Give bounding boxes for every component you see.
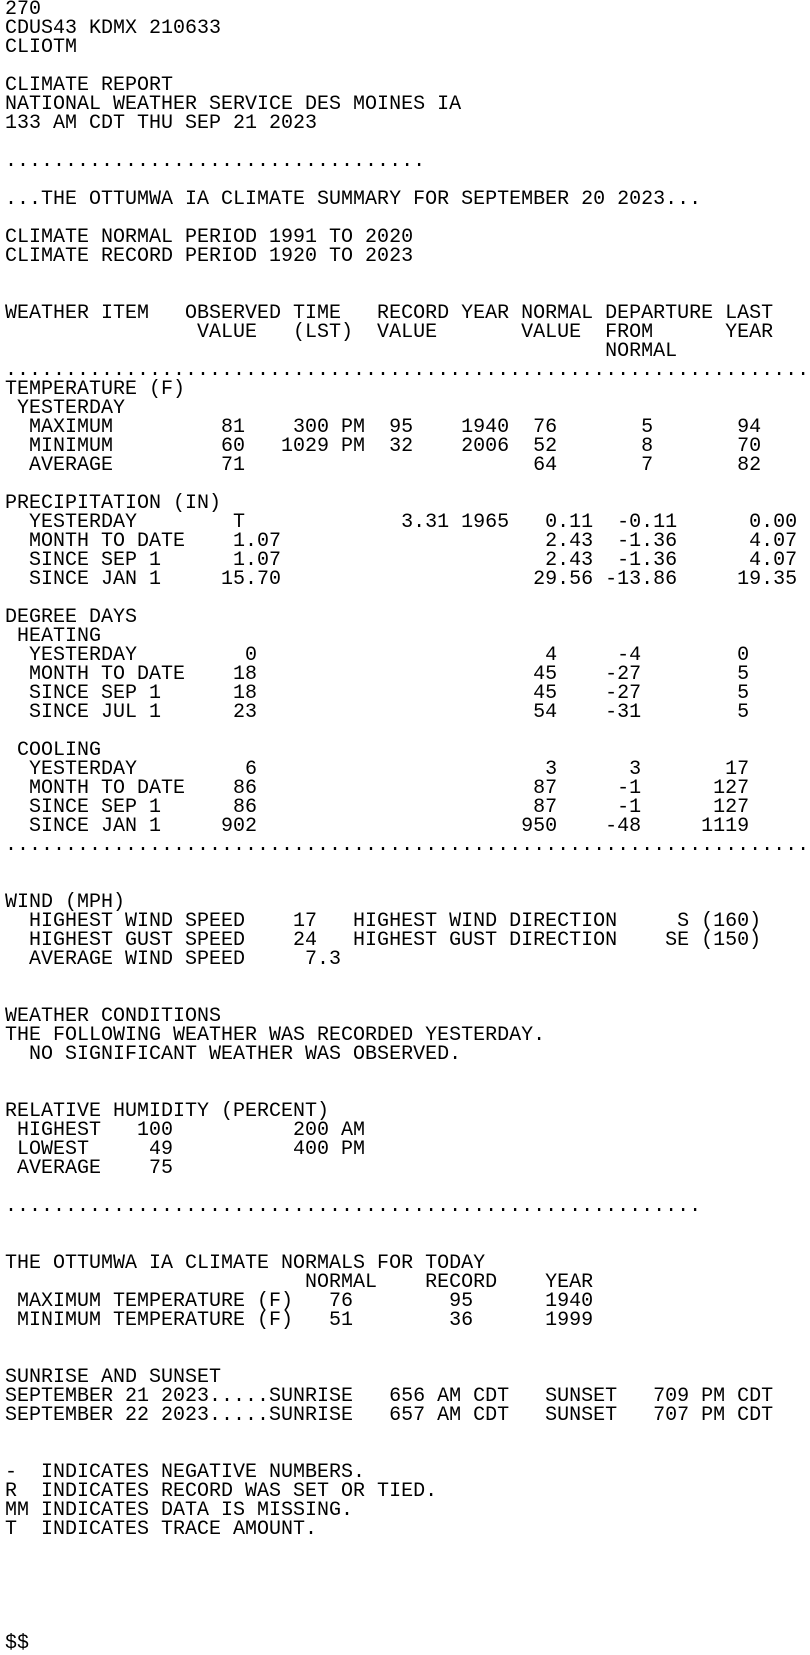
report-line: HIGHEST WIND SPEED 17 HIGHEST WIND DIRECTION S (160)	[5, 910, 762, 933]
report-line: CLIMATE RECORD PERIOD 1920 TO 2023	[5, 245, 414, 268]
report-line: THE FOLLOWING WEATHER WAS RECORDED YESTERDAY.	[5, 1024, 546, 1047]
report-line: CLIMATE NORMAL PERIOD 1991 TO 2020	[5, 226, 414, 249]
report-line: CLIMATE REPORT	[5, 74, 174, 97]
report-line: MONTH TO DATE 1.07 2.43 -1.36 4.07	[5, 530, 798, 553]
report-line: WIND (MPH)	[5, 891, 126, 914]
report-line: CDUS43 KDMX 210633	[5, 17, 222, 40]
report-line	[5, 1216, 810, 1235]
report-line: PRECIPITATION (IN)	[5, 492, 222, 515]
report-line	[5, 1596, 810, 1615]
report-line: MM INDICATES DATA IS MISSING.	[5, 1499, 354, 1522]
report-line	[5, 1330, 810, 1349]
report-line: VALUE (LST) VALUE VALUE FROM YEAR	[5, 321, 774, 344]
report-line: TEMPERATURE (F)	[5, 378, 186, 401]
report-line: SEPTEMBER 21 2023.....SUNRISE 656 AM CDT SUNSET 709 PM CDT	[5, 1385, 774, 1408]
report-line: SINCE JAN 1 902 950 -48 1119	[5, 815, 750, 838]
report-line: MAXIMUM 81 300 PM 95 1940 76 5 94	[5, 416, 762, 439]
report-line: 270	[5, 0, 42, 21]
report-line: ..........................................................	[5, 1195, 702, 1218]
report-line: MINIMUM TEMPERATURE (F) 51 36 1999	[5, 1309, 594, 1332]
report-line: YESTERDAY T 3.31 1965 0.11 -0.11 0.00	[5, 511, 798, 534]
report-line: WEATHER ITEM OBSERVED TIME RECORD YEAR NORMAL DEPARTURE LAST	[5, 302, 774, 325]
report-line: WEATHER CONDITIONS	[5, 1005, 222, 1028]
report-line: AVERAGE 71 64 7 82	[5, 454, 762, 477]
report-line	[5, 969, 810, 988]
report-line: ...................................................................	[5, 359, 810, 382]
report-line: SUNRISE AND SUNSET	[5, 1366, 222, 1389]
report-line: HEATING	[5, 625, 102, 648]
report-line: LOWEST 49 400 PM	[5, 1138, 366, 1161]
report-line	[5, 266, 810, 285]
report-line: RELATIVE HUMIDITY (PERCENT)	[5, 1100, 330, 1123]
report-line: HIGHEST GUST SPEED 24 HIGHEST GUST DIRECTION SE (150)	[5, 929, 762, 952]
report-line: SEPTEMBER 22 2023.....SUNRISE 657 AM CDT SUNSET 707 PM CDT	[5, 1404, 774, 1427]
report-line: AVERAGE WIND SPEED 7.3	[5, 948, 342, 971]
report-line: DEGREE DAYS	[5, 606, 138, 629]
report-line: MONTH TO DATE 18 45 -27 5	[5, 663, 750, 686]
report-line: SINCE SEP 1 1.07 2.43 -1.36 4.07	[5, 549, 798, 572]
report-line: MONTH TO DATE 86 87 -1 127	[5, 777, 750, 800]
report-line: 133 AM CDT THU SEP 21 2023	[5, 112, 318, 135]
report-line: SINCE JAN 1 15.70 29.56 -13.86 19.35	[5, 568, 798, 591]
report-line: SINCE SEP 1 18 45 -27 5	[5, 682, 750, 705]
report-line: MINIMUM 60 1029 PM 32 2006 52 8 70	[5, 435, 762, 458]
report-line: ...................................................................	[5, 834, 810, 857]
report-line	[5, 874, 810, 893]
report-line: YESTERDAY 0 4 -4 0	[5, 644, 750, 667]
report-line: $$	[5, 1632, 30, 1655]
report-line: R INDICATES RECORD WAS SET OR TIED.	[5, 1480, 438, 1503]
report-line: - INDICATES NEGATIVE NUMBERS.	[5, 1461, 366, 1484]
report-line	[5, 855, 810, 874]
report-line	[5, 1064, 810, 1083]
report-line	[5, 1615, 810, 1634]
report-line: THE OTTUMWA IA CLIMATE NORMALS FOR TODAY	[5, 1252, 486, 1275]
report-line: ...................................	[5, 150, 426, 173]
report-line: HIGHEST 100 200 AM	[5, 1119, 366, 1142]
report-line: ...THE OTTUMWA IA CLIMATE SUMMARY FOR SEPTEMBER 20 2023...	[5, 188, 702, 211]
report-line	[5, 722, 810, 741]
report-line	[5, 1577, 810, 1596]
report-line	[5, 1539, 810, 1558]
report-line: YESTERDAY	[5, 397, 126, 420]
report-line: T INDICATES TRACE AMOUNT.	[5, 1518, 318, 1541]
report-line: NATIONAL WEATHER SERVICE DES MOINES IA	[5, 93, 462, 116]
report-line: NORMAL	[5, 340, 678, 363]
report-line	[5, 1425, 810, 1444]
report-line: MAXIMUM TEMPERATURE (F) 76 95 1940	[5, 1290, 594, 1313]
report-line: NORMAL RECORD YEAR	[5, 1271, 594, 1294]
report-line: CLIOTM	[5, 36, 78, 59]
report-line: SINCE JUL 1 23 54 -31 5	[5, 701, 750, 724]
report-line: SINCE SEP 1 86 87 -1 127	[5, 796, 750, 819]
report-line	[5, 1558, 810, 1577]
report-line: YESTERDAY 6 3 3 17	[5, 758, 750, 781]
report-line: AVERAGE 75	[5, 1157, 174, 1180]
report-line: COOLING	[5, 739, 102, 762]
report-line: NO SIGNIFICANT WEATHER WAS OBSERVED.	[5, 1043, 462, 1066]
